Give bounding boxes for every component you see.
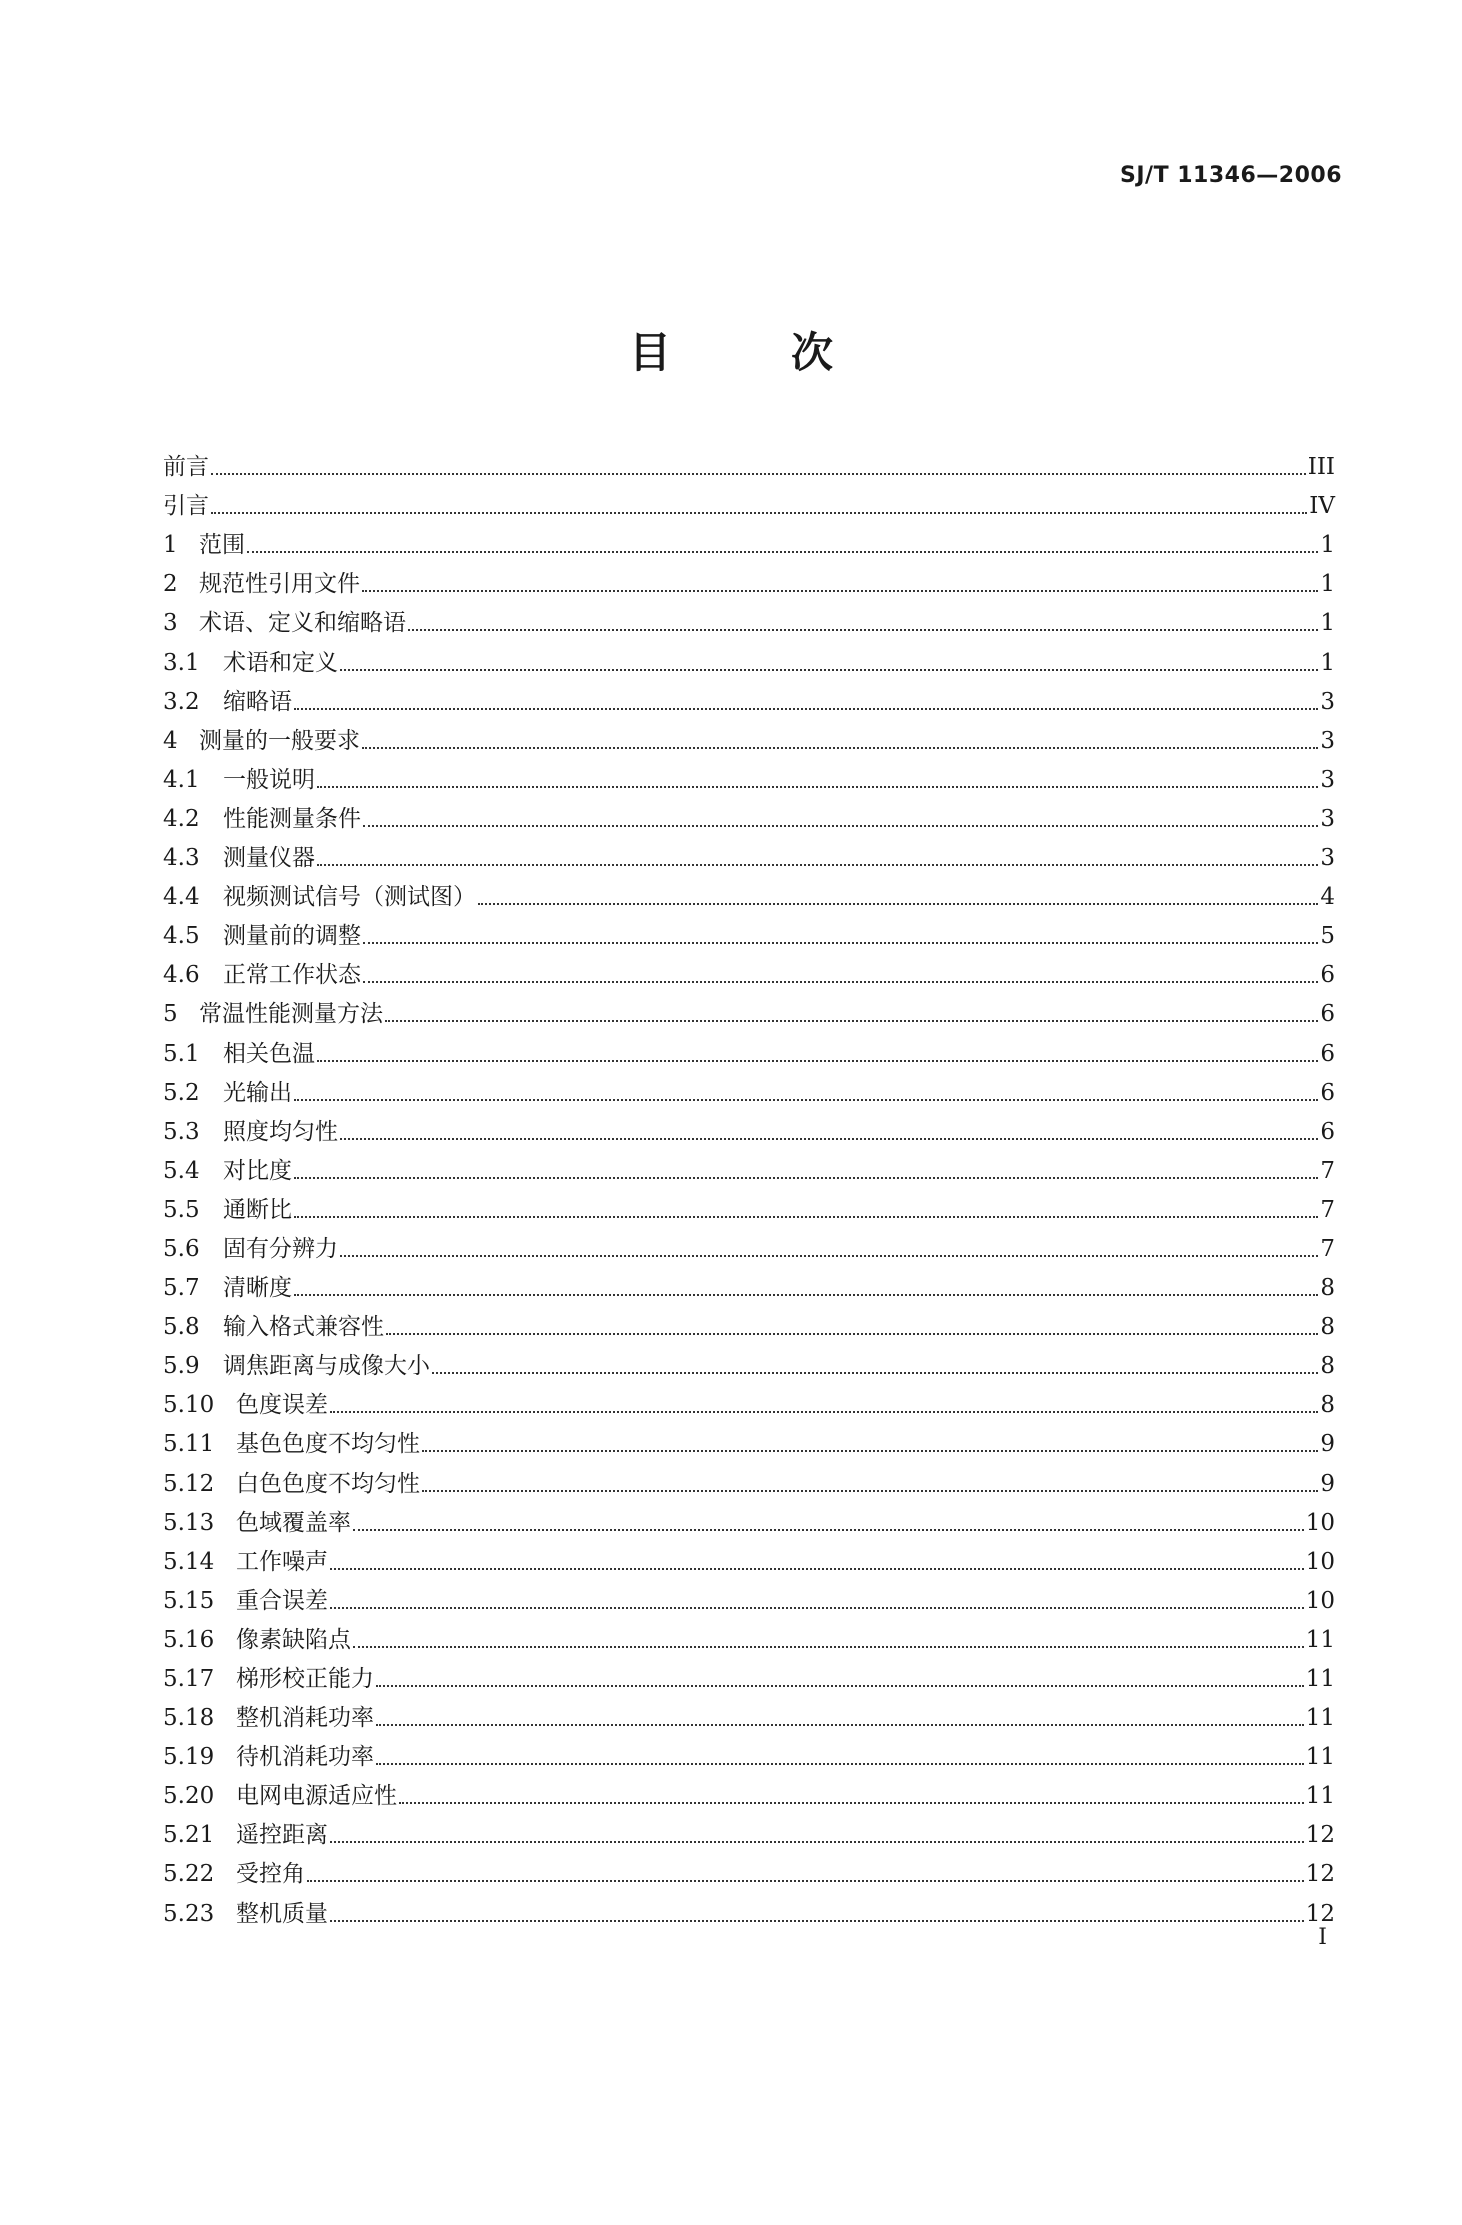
toc-entry-page: III	[1307, 454, 1335, 481]
toc-entry-page: 7	[1320, 1235, 1335, 1262]
toc-entry[interactable]	[163, 1616, 1335, 1655]
dot-leader	[317, 1060, 1318, 1062]
dot-leader	[294, 1099, 1318, 1101]
toc-entry-page: 1	[1320, 571, 1335, 598]
toc-entry-number: 5.13	[163, 1509, 215, 1536]
toc-entry-number: 5.18	[163, 1705, 215, 1732]
toc-entry-number: 1	[163, 532, 178, 559]
toc-entry-title: 调焦距离与成像大小	[223, 1353, 430, 1380]
dot-leader	[386, 1333, 1318, 1335]
toc-entry-title: 性能测量条件	[223, 805, 361, 832]
toc-entry-number: 5.1	[163, 1040, 200, 1067]
dot-leader	[317, 864, 1318, 866]
toc-entry[interactable]	[163, 678, 1335, 717]
toc-entry-page: 8	[1320, 1314, 1335, 1341]
toc-entry[interactable]	[163, 834, 1335, 873]
toc-entry-title: 像素缺陷点	[236, 1626, 351, 1653]
toc-entry[interactable]	[163, 1303, 1335, 1342]
toc-entry-number: 5.4	[163, 1157, 200, 1184]
toc-entry-number: 4.2	[163, 805, 200, 832]
toc-entry-page: 12	[1305, 1900, 1335, 1927]
toc-entry[interactable]	[163, 599, 1335, 638]
toc-entry-number: 5.6	[163, 1235, 200, 1262]
table-of-contents	[163, 443, 1335, 1929]
dot-leader	[376, 1724, 1304, 1726]
dot-leader	[247, 551, 1318, 553]
toc-entry-page: 10	[1305, 1548, 1335, 1575]
dot-leader	[376, 1685, 1304, 1687]
toc-entry[interactable]	[163, 1889, 1335, 1928]
dot-leader	[294, 708, 1318, 710]
toc-entry-title: 一般说明	[223, 766, 315, 793]
dot-leader	[363, 825, 1318, 827]
toc-entry-title: 光输出	[223, 1079, 292, 1106]
toc-entry[interactable]	[163, 1772, 1335, 1811]
dot-leader	[362, 747, 1318, 749]
toc-entry-page: 3	[1320, 805, 1335, 832]
dot-leader	[330, 1568, 1304, 1570]
toc-entry-page: 11	[1305, 1783, 1335, 1810]
toc-entry-number: 5.12	[163, 1470, 215, 1497]
dot-leader	[340, 1255, 1318, 1257]
toc-entry-page: 4	[1320, 884, 1335, 911]
toc-entry-title: 对比度	[223, 1157, 292, 1184]
dot-leader	[363, 942, 1318, 944]
toc-entry-number: 2	[163, 571, 178, 598]
dot-leader	[385, 1020, 1318, 1022]
toc-entry-page: 3	[1320, 727, 1335, 754]
toc-entry-page: 8	[1320, 1353, 1335, 1380]
toc-entry-title: 相关色温	[223, 1040, 315, 1067]
toc-entry[interactable]	[163, 951, 1335, 990]
toc-entry-number: 4.5	[163, 923, 200, 950]
toc-entry[interactable]	[163, 1264, 1335, 1303]
toc-entry-title: 整机消耗功率	[236, 1705, 374, 1732]
toc-entry[interactable]	[163, 1029, 1335, 1068]
toc-entry-number: 5.16	[163, 1626, 215, 1653]
toc-entry-page: 9	[1320, 1431, 1335, 1458]
standard-code: SJ/T 11346—2006	[1120, 163, 1342, 188]
toc-entry-number: 5.3	[163, 1118, 200, 1145]
toc-entry-number: 4.1	[163, 766, 200, 793]
toc-entry[interactable]	[163, 1811, 1335, 1850]
toc-entry-page: IV	[1309, 493, 1335, 520]
toc-entry-title: 电网电源适应性	[236, 1783, 397, 1810]
dot-leader	[294, 1294, 1318, 1296]
toc-entry-title: 常温性能测量方法	[199, 1001, 383, 1028]
toc-entry-number: 5.23	[163, 1900, 215, 1927]
toc-entry-number: 5.10	[163, 1392, 215, 1419]
toc-entry-title: 色度误差	[236, 1392, 328, 1419]
toc-entry-number: 5.5	[163, 1196, 200, 1223]
toc-entry-page: 7	[1320, 1157, 1335, 1184]
dot-leader	[330, 1607, 1304, 1609]
toc-entry-title: 引言	[163, 493, 209, 520]
toc-entry[interactable]	[163, 1538, 1335, 1577]
toc-entry-page: 3	[1320, 766, 1335, 793]
toc-entry-page: 11	[1305, 1744, 1335, 1771]
toc-entry[interactable]	[163, 1069, 1335, 1108]
toc-entry-title: 重合误差	[236, 1587, 328, 1614]
toc-entry-page: 6	[1320, 1040, 1335, 1067]
toc-entry[interactable]	[163, 1225, 1335, 1264]
toc-entry-page: 8	[1320, 1275, 1335, 1302]
toc-entry[interactable]	[163, 795, 1335, 834]
toc-entry-title: 通断比	[223, 1196, 292, 1223]
title-char-1: 目	[628, 328, 671, 377]
toc-entry-page: 11	[1305, 1626, 1335, 1653]
toc-entry[interactable]	[163, 443, 1335, 482]
toc-entry-number: 5	[163, 1001, 178, 1028]
toc-entry-page: 9	[1320, 1470, 1335, 1497]
toc-entry[interactable]	[163, 638, 1335, 677]
toc-entry[interactable]	[163, 873, 1335, 912]
page-number: I	[1318, 1925, 1327, 1950]
toc-entry-number: 5.15	[163, 1587, 215, 1614]
toc-entry-title: 输入格式兼容性	[223, 1314, 384, 1341]
dot-leader	[408, 629, 1318, 631]
toc-entry[interactable]	[163, 1342, 1335, 1381]
toc-entry-number: 5.17	[163, 1666, 215, 1692]
toc-entry-title: 范围	[199, 532, 245, 559]
toc-entry-title: 遥控距离	[236, 1822, 328, 1849]
dot-leader	[362, 590, 1318, 592]
toc-entry-page: 3	[1320, 688, 1335, 715]
dot-leader	[422, 1450, 1318, 1452]
toc-entry[interactable]	[163, 1499, 1335, 1538]
toc-entry-page: 5	[1320, 923, 1335, 950]
toc-entry-title: 正常工作状态	[223, 962, 361, 989]
toc-entry-number: 5.11	[163, 1431, 215, 1458]
toc-entry-number: 3	[163, 610, 178, 637]
toc-entry-number: 5.8	[163, 1314, 200, 1341]
toc-entry-page: 10	[1305, 1509, 1335, 1536]
toc-entry-page: 12	[1305, 1822, 1335, 1849]
toc-entry-number: 5.22	[163, 1861, 215, 1888]
toc-entry-number: 5.7	[163, 1275, 200, 1302]
toc-entry-page: 3	[1320, 845, 1335, 872]
dot-leader	[353, 1529, 1304, 1531]
page-title	[0, 320, 1462, 380]
toc-entry[interactable]	[163, 717, 1335, 756]
dot-leader	[294, 1177, 1318, 1179]
toc-entry-title: 照度均匀性	[223, 1118, 338, 1145]
toc-entry-page: 6	[1320, 1118, 1335, 1145]
toc-entry-title: 测量的一般要求	[199, 727, 360, 754]
toc-entry-number: 3.2	[163, 688, 200, 715]
toc-entry-number: 4	[163, 727, 178, 754]
toc-entry-title: 规范性引用文件	[199, 571, 360, 598]
toc-entry-number: 4.6	[163, 962, 200, 989]
dot-leader	[478, 903, 1318, 905]
toc-entry[interactable]	[163, 912, 1335, 951]
dot-leader	[330, 1841, 1304, 1843]
toc-entry[interactable]	[163, 1381, 1335, 1420]
toc-entry[interactable]	[163, 482, 1335, 521]
toc-entry-page: 1	[1320, 610, 1335, 637]
toc-entry[interactable]	[163, 1108, 1335, 1147]
dot-leader	[376, 1763, 1304, 1765]
toc-entry-title: 缩略语	[223, 688, 292, 715]
toc-entry-title: 色域覆盖率	[236, 1509, 351, 1536]
dot-leader	[340, 1138, 1318, 1140]
toc-entry-title: 受控角	[236, 1861, 305, 1888]
toc-entry-title: 固有分辨力	[223, 1235, 338, 1262]
toc-entry-page: 11	[1305, 1705, 1335, 1732]
toc-entry-number: 5.9	[163, 1353, 200, 1380]
toc-entry-title: 整机质量	[236, 1900, 328, 1927]
dot-leader	[399, 1802, 1304, 1804]
toc-entry-page: 12	[1305, 1861, 1335, 1888]
dot-leader	[432, 1372, 1318, 1374]
dot-leader	[422, 1490, 1318, 1492]
toc-entry[interactable]	[163, 1733, 1335, 1772]
toc-entry[interactable]	[163, 1420, 1335, 1459]
dot-leader	[211, 473, 1306, 475]
dot-leader	[307, 1880, 1304, 1882]
toc-entry-number: 5.21	[163, 1822, 215, 1849]
toc-entry-title: 术语、定义和缩略语	[199, 610, 406, 637]
toc-entry[interactable]	[163, 1186, 1335, 1225]
dot-leader	[353, 1646, 1304, 1648]
dot-leader	[294, 1216, 1318, 1218]
toc-entry-title: 基色色度不均匀性	[236, 1431, 420, 1458]
toc-entry-title: 前言	[163, 454, 209, 481]
toc-entry-title: 术语和定义	[223, 649, 338, 676]
toc-entry-number: 4.4	[163, 884, 200, 911]
toc-entry-number: 5.20	[163, 1783, 215, 1810]
toc-entry-title: 视频测试信号（测试图）	[223, 884, 476, 911]
toc-entry[interactable]	[163, 756, 1335, 795]
toc-entry-page: 1	[1320, 532, 1335, 559]
toc-entry[interactable]	[163, 1694, 1335, 1733]
toc-entry-number: 5.2	[163, 1079, 200, 1106]
toc-entry-title: 梯形校正能力	[236, 1666, 374, 1692]
toc-entry-title: 测量仪器	[223, 845, 315, 872]
toc-entry-title: 清晰度	[223, 1275, 292, 1302]
toc-entry-number: 3.1	[163, 649, 200, 676]
toc-entry-number: 5.14	[163, 1548, 215, 1575]
toc-entry-title: 待机消耗功率	[236, 1744, 374, 1771]
toc-entry[interactable]	[163, 1459, 1335, 1498]
toc-entry[interactable]	[163, 1850, 1335, 1889]
toc-entry-page: 11	[1305, 1666, 1335, 1692]
toc-entry[interactable]	[163, 990, 1335, 1029]
dot-leader	[340, 669, 1318, 671]
toc-entry-page: 6	[1320, 962, 1335, 989]
dot-leader	[330, 1920, 1304, 1922]
toc-entry[interactable]	[163, 1147, 1335, 1186]
toc-entry-page: 8	[1320, 1392, 1335, 1419]
toc-entry-page: 7	[1320, 1196, 1335, 1223]
toc-entry-title: 测量前的调整	[223, 923, 361, 950]
toc-entry-title: 工作噪声	[236, 1548, 328, 1575]
title-char-2: 次	[791, 328, 834, 377]
toc-entry[interactable]	[163, 560, 1335, 599]
toc-entry-page: 1	[1320, 649, 1335, 676]
toc-entry-number: 5.19	[163, 1744, 215, 1771]
toc-entry-page: 10	[1305, 1587, 1335, 1614]
toc-entry-page: 6	[1320, 1001, 1335, 1028]
toc-entry-page: 6	[1320, 1079, 1335, 1106]
toc-entry[interactable]	[163, 1577, 1335, 1616]
dot-leader	[317, 786, 1318, 788]
toc-entry-number: 4.3	[163, 845, 200, 872]
dot-leader	[363, 981, 1318, 983]
toc-entry[interactable]	[163, 1655, 1335, 1694]
toc-entry-title: 白色色度不均匀性	[236, 1470, 420, 1497]
toc-entry[interactable]	[163, 521, 1335, 560]
dot-leader	[211, 512, 1307, 514]
dot-leader	[330, 1411, 1318, 1413]
